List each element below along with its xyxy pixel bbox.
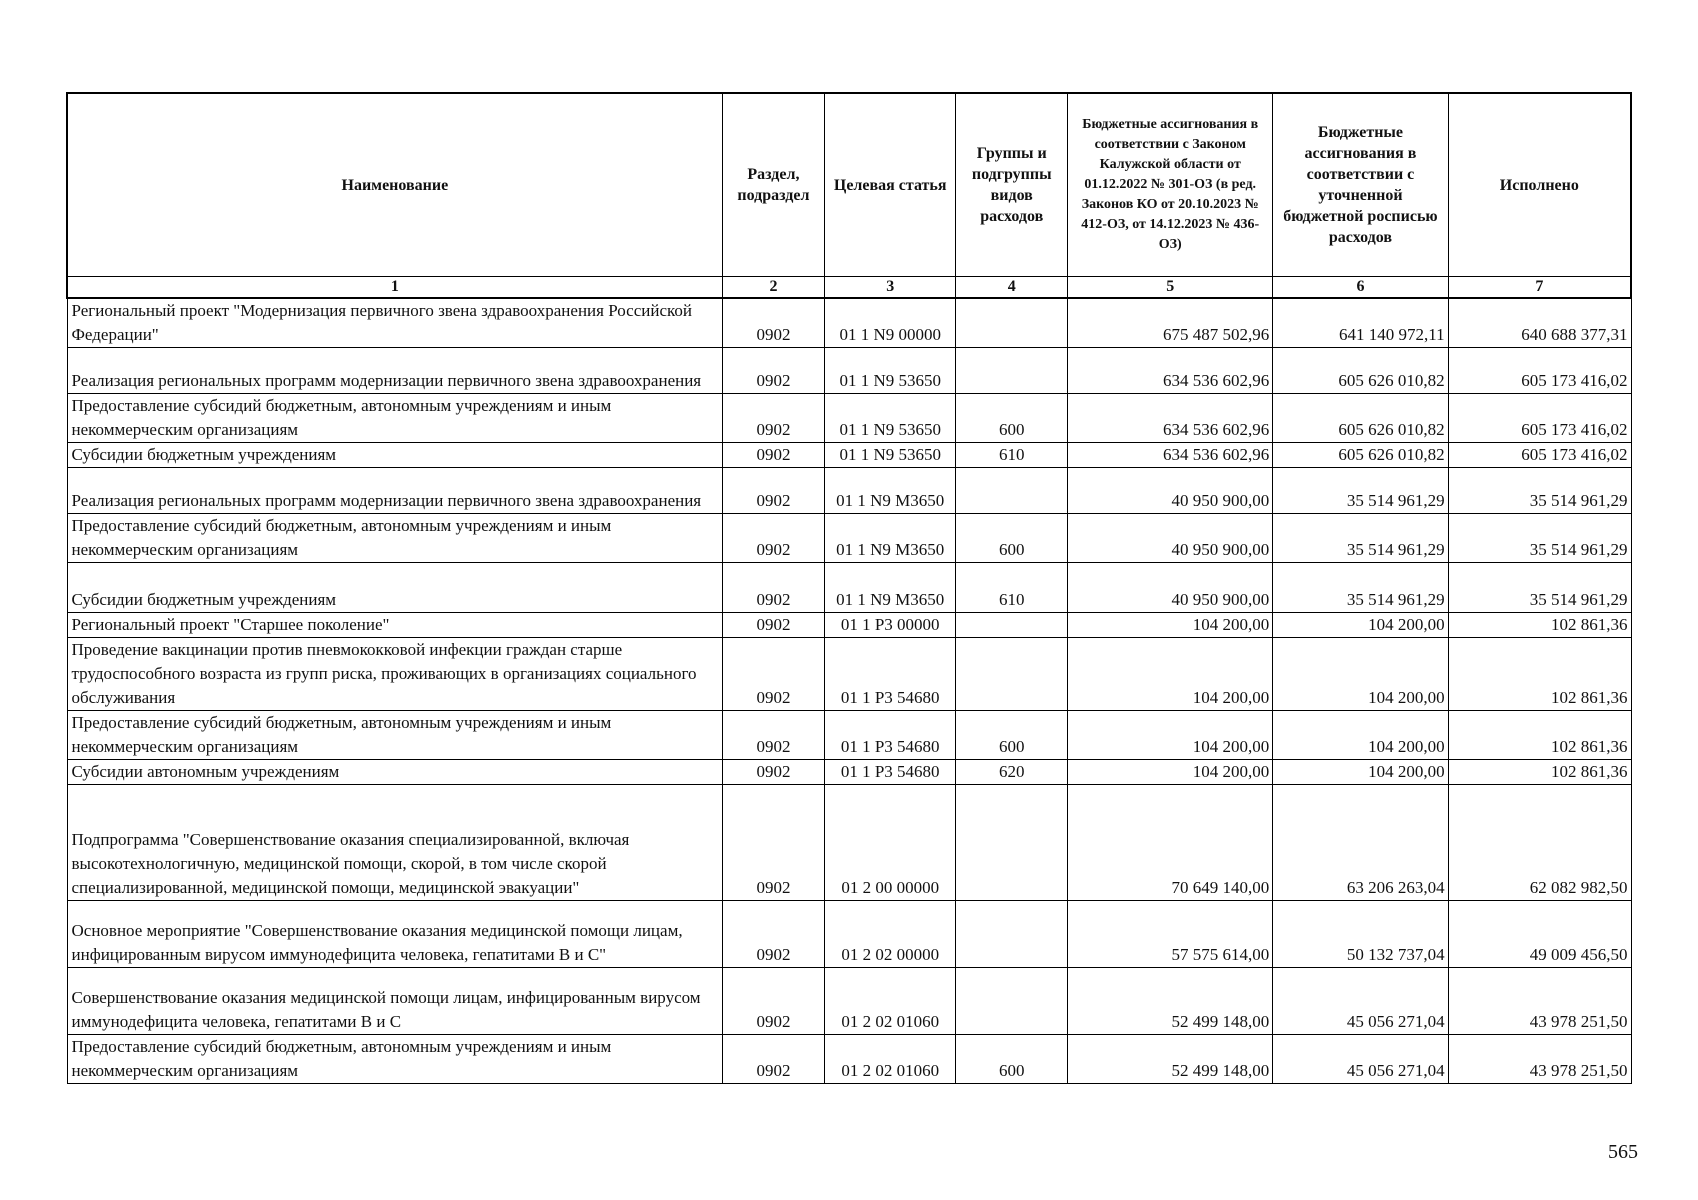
row-name: Реализация региональных программ модернизации первичного звена здравоохранения — [67, 348, 722, 394]
table-row — [67, 563, 1631, 613]
row-section: 0902 — [722, 298, 825, 348]
header-section: Раздел, подраздел — [722, 93, 825, 277]
table-row — [67, 638, 1631, 711]
col-number: 7 — [1448, 277, 1631, 299]
row-group — [956, 785, 1068, 901]
row-target: 01 1 P3 54680 — [825, 760, 956, 785]
row-name: Предоставление субсидий бюджетным, автономным учреждениям и иным некоммерческим организациям — [67, 1035, 722, 1084]
row-section: 0902 — [722, 968, 825, 1035]
table-row — [67, 514, 1631, 563]
row-name: Предоставление субсидий бюджетным, автономным учреждениям и иным некоммерческим организациям — [67, 394, 722, 443]
row-law-amount: 634 536 602,96 — [1068, 394, 1273, 443]
table-row — [67, 711, 1631, 760]
table-row — [67, 394, 1631, 443]
row-law-amount: 634 536 602,96 — [1068, 348, 1273, 394]
row-refined-amount: 45 056 271,04 — [1273, 1035, 1448, 1084]
table-row — [67, 785, 1631, 901]
row-refined-amount: 104 200,00 — [1273, 760, 1448, 785]
col-number: 4 — [956, 277, 1068, 299]
row-section: 0902 — [722, 468, 825, 514]
row-refined-amount: 63 206 263,04 — [1273, 785, 1448, 901]
row-refined-amount: 605 626 010,82 — [1273, 394, 1448, 443]
row-group: 600 — [956, 1035, 1068, 1084]
row-name: Реализация региональных программ модернизации первичного звена здравоохранения — [67, 468, 722, 514]
row-target: 01 2 02 01060 — [825, 968, 956, 1035]
row-refined-amount: 35 514 961,29 — [1273, 563, 1448, 613]
row-target: 01 1 N9 M3650 — [825, 468, 956, 514]
row-law-amount: 104 200,00 — [1068, 613, 1273, 638]
row-law-amount: 675 487 502,96 — [1068, 298, 1273, 348]
header-executed: Исполнено — [1448, 93, 1631, 277]
row-target: 01 1 N9 53650 — [825, 443, 956, 468]
row-group — [956, 348, 1068, 394]
row-name: Субсидии бюджетным учреждениям — [67, 443, 722, 468]
row-executed-amount: 43 978 251,50 — [1448, 1035, 1631, 1084]
row-executed-amount: 49 009 456,50 — [1448, 901, 1631, 968]
row-group: 620 — [956, 760, 1068, 785]
row-executed-amount: 35 514 961,29 — [1448, 514, 1631, 563]
row-section: 0902 — [722, 514, 825, 563]
row-name: Подпрограмма "Совершенствование оказания специализированной, включая высокотехнологичную, медицинской помощи, скорой, в том числе скорой специализированной, медицинской помощи, медицинской эвакуации" — [67, 785, 722, 901]
row-executed-amount: 102 861,36 — [1448, 638, 1631, 711]
row-law-amount: 104 200,00 — [1068, 711, 1273, 760]
row-target: 01 1 P3 54680 — [825, 711, 956, 760]
row-group — [956, 298, 1068, 348]
row-section: 0902 — [722, 1035, 825, 1084]
header-law-allocations: Бюджетные ассигнования в соответствии с Законом Калужской области от 01.12.2022 № 301-ОЗ (в ред. Законов КО от 20.10.2023 № 412-ОЗ, от 14.12.2023 № 436-ОЗ) — [1068, 93, 1273, 277]
table-row — [67, 298, 1631, 348]
row-target: 01 1 N9 M3650 — [825, 563, 956, 613]
row-target: 01 1 P3 54680 — [825, 638, 956, 711]
row-executed-amount: 605 173 416,02 — [1448, 443, 1631, 468]
row-refined-amount: 104 200,00 — [1273, 613, 1448, 638]
col-number: 2 — [722, 277, 825, 299]
row-name: Субсидии автономным учреждениям — [67, 760, 722, 785]
row-executed-amount: 640 688 377,31 — [1448, 298, 1631, 348]
row-refined-amount: 35 514 961,29 — [1273, 468, 1448, 514]
row-law-amount: 52 499 148,00 — [1068, 968, 1273, 1035]
row-section: 0902 — [722, 711, 825, 760]
col-number: 6 — [1273, 277, 1448, 299]
row-law-amount: 70 649 140,00 — [1068, 785, 1273, 901]
col-number: 5 — [1068, 277, 1273, 299]
table-row — [67, 760, 1631, 785]
col-number: 3 — [825, 277, 956, 299]
table-row — [67, 468, 1631, 514]
row-group — [956, 638, 1068, 711]
row-section: 0902 — [722, 443, 825, 468]
row-law-amount: 40 950 900,00 — [1068, 563, 1273, 613]
budget-table — [66, 92, 1632, 1084]
row-target: 01 1 N9 00000 — [825, 298, 956, 348]
row-law-amount: 40 950 900,00 — [1068, 468, 1273, 514]
row-name: Основное мероприятие "Совершенствование оказания медицинской помощи лицам, инфицированным вирусом иммунодефицита человека, гепатитами В и С" — [67, 901, 722, 968]
row-group — [956, 613, 1068, 638]
row-law-amount: 104 200,00 — [1068, 760, 1273, 785]
row-section: 0902 — [722, 394, 825, 443]
row-refined-amount: 641 140 972,11 — [1273, 298, 1448, 348]
row-name: Предоставление субсидий бюджетным, автономным учреждениям и иным некоммерческим организациям — [67, 711, 722, 760]
table-header — [67, 93, 1631, 298]
row-target: 01 1 N9 M3650 — [825, 514, 956, 563]
table-body — [67, 298, 1631, 1084]
row-refined-amount: 104 200,00 — [1273, 711, 1448, 760]
row-target: 01 1 P3 00000 — [825, 613, 956, 638]
column-number-row — [67, 277, 1631, 299]
row-executed-amount: 35 514 961,29 — [1448, 563, 1631, 613]
col-number: 1 — [67, 277, 722, 299]
row-executed-amount: 102 861,36 — [1448, 711, 1631, 760]
row-name: Субсидии бюджетным учреждениям — [67, 563, 722, 613]
table-row — [67, 1035, 1631, 1084]
row-executed-amount: 43 978 251,50 — [1448, 968, 1631, 1035]
row-executed-amount: 102 861,36 — [1448, 613, 1631, 638]
row-group: 610 — [956, 443, 1068, 468]
table-row — [67, 901, 1631, 968]
row-law-amount: 104 200,00 — [1068, 638, 1273, 711]
row-section: 0902 — [722, 760, 825, 785]
row-executed-amount: 35 514 961,29 — [1448, 468, 1631, 514]
row-target: 01 2 02 00000 — [825, 901, 956, 968]
row-executed-amount: 62 082 982,50 — [1448, 785, 1631, 901]
row-section: 0902 — [722, 785, 825, 901]
row-executed-amount: 102 861,36 — [1448, 760, 1631, 785]
row-law-amount: 634 536 602,96 — [1068, 443, 1273, 468]
header-target: Целевая статья — [825, 93, 956, 277]
row-group — [956, 901, 1068, 968]
row-section: 0902 — [722, 348, 825, 394]
row-section: 0902 — [722, 901, 825, 968]
table-row — [67, 968, 1631, 1035]
row-target: 01 2 02 01060 — [825, 1035, 956, 1084]
row-refined-amount: 45 056 271,04 — [1273, 968, 1448, 1035]
row-refined-amount: 605 626 010,82 — [1273, 443, 1448, 468]
table-row — [67, 443, 1631, 468]
table-row — [67, 613, 1631, 638]
row-group: 600 — [956, 514, 1068, 563]
row-group — [956, 468, 1068, 514]
row-name: Совершенствование оказания медицинской помощи лицам, инфицированным вирусом иммунодефицита человека, гепатитами В и С — [67, 968, 722, 1035]
row-executed-amount: 605 173 416,02 — [1448, 394, 1631, 443]
row-section: 0902 — [722, 563, 825, 613]
row-refined-amount: 104 200,00 — [1273, 638, 1448, 711]
header-row — [67, 93, 1631, 277]
header-groups: Группы и подгруппы видов расходов — [956, 93, 1068, 277]
row-group: 600 — [956, 394, 1068, 443]
row-section: 0902 — [722, 613, 825, 638]
row-group — [956, 968, 1068, 1035]
row-refined-amount: 605 626 010,82 — [1273, 348, 1448, 394]
row-name: Проведение вакцинации против пневмококковой инфекции граждан старше трудоспособного возраста из групп риска, проживающих в организациях социального обслуживания — [67, 638, 722, 711]
row-law-amount: 40 950 900,00 — [1068, 514, 1273, 563]
row-refined-amount: 50 132 737,04 — [1273, 901, 1448, 968]
row-section: 0902 — [722, 638, 825, 711]
row-group: 600 — [956, 711, 1068, 760]
row-name: Региональный проект "Модернизация первичного звена здравоохранения Российской Федерации" — [67, 298, 722, 348]
row-target: 01 1 N9 53650 — [825, 394, 956, 443]
page-number: 565 — [1608, 1141, 1638, 1163]
row-executed-amount: 605 173 416,02 — [1448, 348, 1631, 394]
row-law-amount: 57 575 614,00 — [1068, 901, 1273, 968]
row-name: Региональный проект "Старшее поколение" — [67, 613, 722, 638]
row-name: Предоставление субсидий бюджетным, автономным учреждениям и иным некоммерческим организациям — [67, 514, 722, 563]
row-refined-amount: 35 514 961,29 — [1273, 514, 1448, 563]
row-target: 01 2 00 00000 — [825, 785, 956, 901]
header-refined-allocations: Бюджетные ассигнования в соответствии с уточненной бюджетной росписью расходов — [1273, 93, 1448, 277]
row-target: 01 1 N9 53650 — [825, 348, 956, 394]
header-name: Наименование — [67, 93, 722, 277]
table-row — [67, 348, 1631, 394]
row-law-amount: 52 499 148,00 — [1068, 1035, 1273, 1084]
row-group: 610 — [956, 563, 1068, 613]
